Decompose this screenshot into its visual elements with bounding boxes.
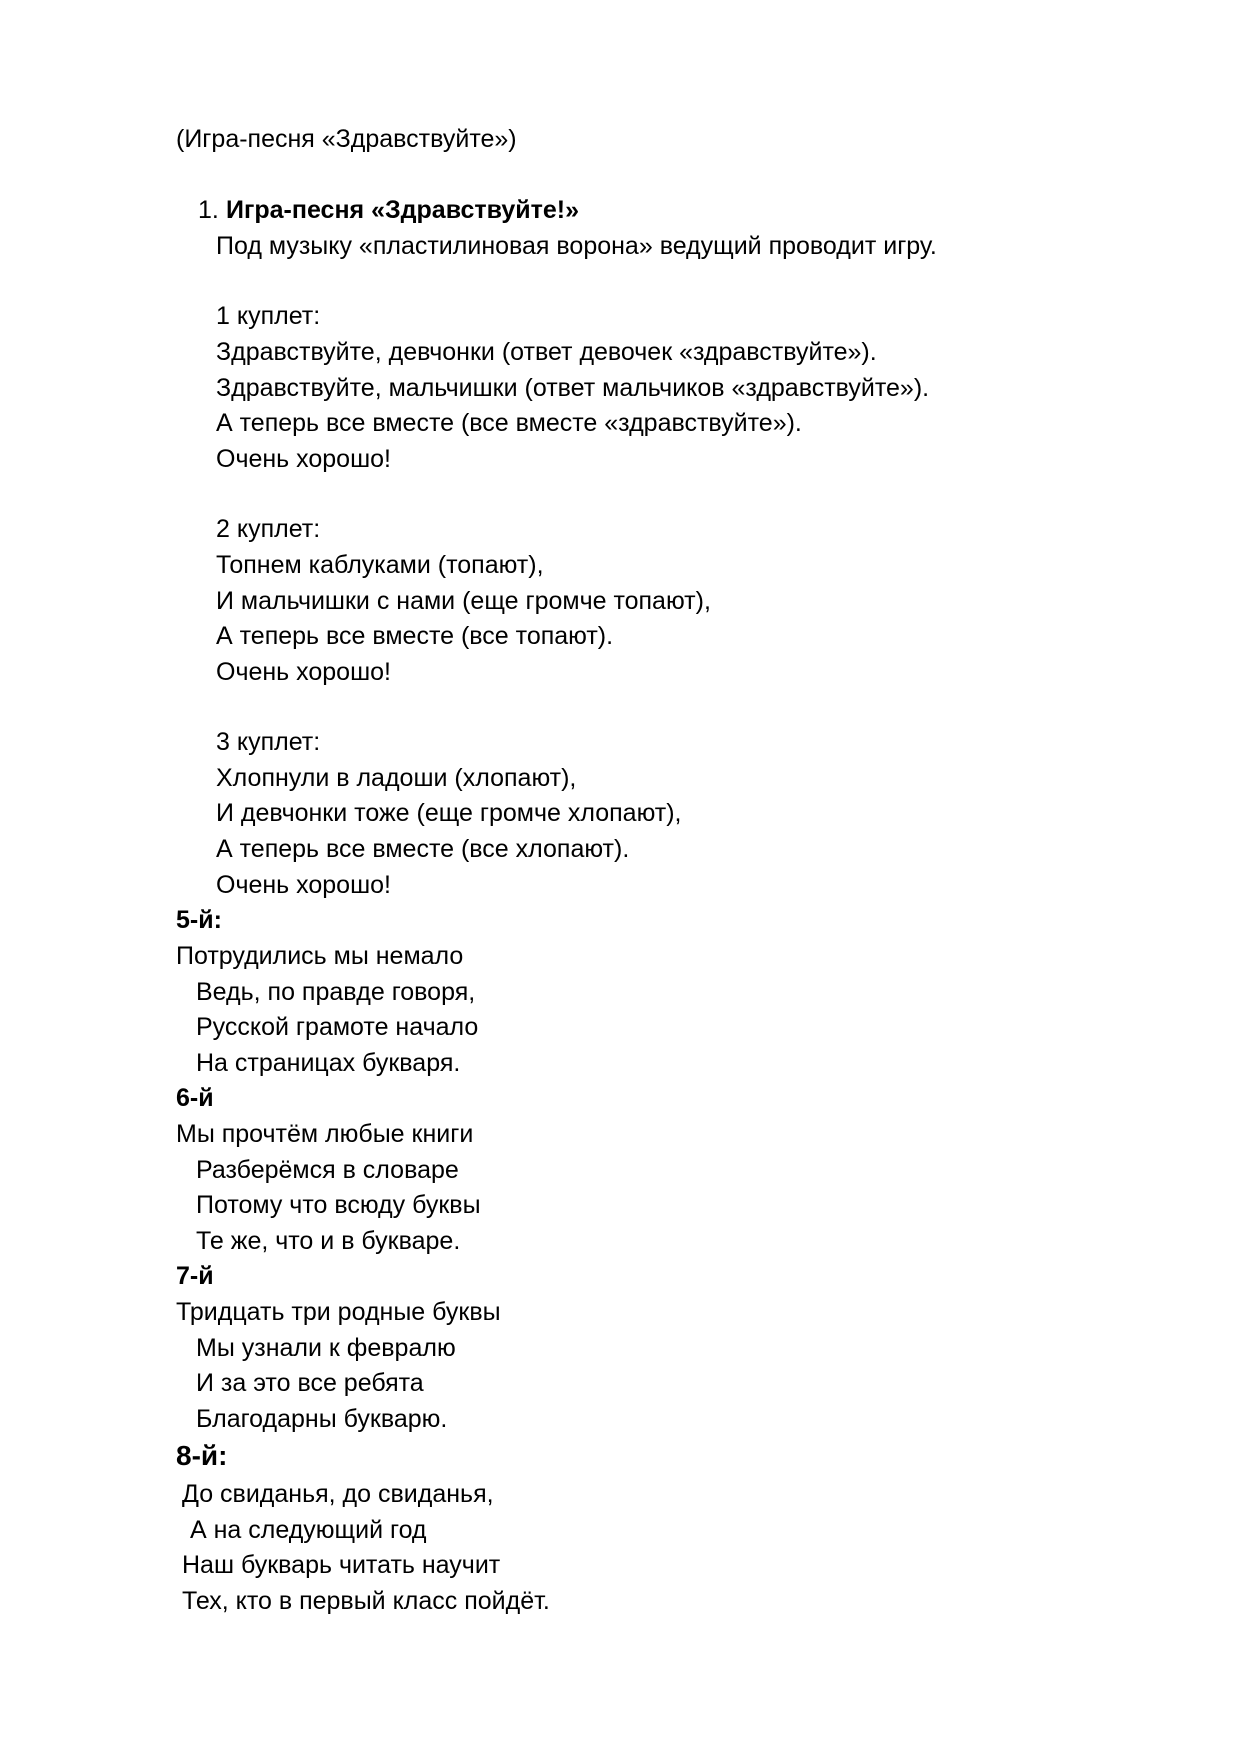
poem-7-line: Мы узнали к февралю (196, 1334, 456, 1362)
poem-5-line: Потрудились мы немало (176, 942, 464, 970)
verse-heading-1: 1 куплет: (216, 302, 321, 330)
verse-3-line: Хлопнули в ладоши (хлопают), (216, 764, 577, 792)
poem-8-line: Наш букварь читать научит (182, 1551, 501, 1579)
verse-heading-3: 3 куплет: (216, 728, 321, 756)
verse-1-line: А теперь все вместе (все вместе «здравствуйте»). (216, 409, 802, 437)
poem-8-line: Тех, кто в первый класс пойдёт. (182, 1587, 550, 1615)
poem-8-line: До свиданья, до свиданья, (182, 1480, 494, 1508)
verse-1-line: Здравствуйте, девчонки (ответ девочек «здравствуйте»). (216, 338, 877, 366)
speaker-label-5: 5-й: (176, 906, 222, 934)
verse-3-line: И девчонки тоже (еще громче хлопают), (216, 799, 682, 827)
poem-5-line: Русской грамоте начало (196, 1013, 479, 1041)
verse-heading-2: 2 куплет: (216, 515, 321, 543)
verse-3-line: Очень хорошо! (216, 871, 391, 899)
poem-7-line: И за это все ребята (196, 1369, 424, 1397)
poem-5-line: На страницах букваря. (196, 1049, 461, 1077)
speaker-label-6: 6-й (176, 1084, 214, 1112)
poem-6-line: Потому что всюду буквы (196, 1191, 481, 1219)
speaker-label-8: 8-й: (176, 1440, 228, 1471)
verse-2-line: И мальчишки с нами (еще громче топают), (216, 587, 711, 615)
poem-7-line: Благодарны букварю. (196, 1405, 448, 1433)
verse-1-line: Здравствуйте, мальчишки (ответ мальчиков «здравствуйте»). (216, 374, 930, 402)
poem-6-line: Те же, что и в букваре. (196, 1227, 461, 1255)
verse-1-line: Очень хорошо! (216, 445, 391, 473)
verse-3-line: А теперь все вместе (все хлопают). (216, 835, 630, 863)
verse-2-line: А теперь все вместе (все топают). (216, 622, 614, 650)
verse-2-line: Очень хорошо! (216, 658, 391, 686)
section-title: Игра-песня «Здравствуйте!» (226, 196, 579, 224)
document-caption: (Игра-песня «Здравствуйте») (176, 125, 517, 153)
poem-7-line: Тридцать три родные буквы (176, 1298, 501, 1326)
poem-8-line: А на следующий год (190, 1516, 427, 1544)
poem-6-line: Разберёмся в словаре (196, 1156, 459, 1184)
poem-5-line: Ведь, по правде говоря, (196, 978, 476, 1006)
speaker-label-7: 7-й (176, 1262, 214, 1290)
intro-text: Под музыку «пластилиновая ворона» ведущий проводит игру. (216, 232, 937, 260)
poem-6-line: Мы прочтём любые книги (176, 1120, 474, 1148)
list-item-number: 1. (198, 196, 219, 224)
verse-2-line: Топнем каблуками (топают), (216, 551, 544, 579)
